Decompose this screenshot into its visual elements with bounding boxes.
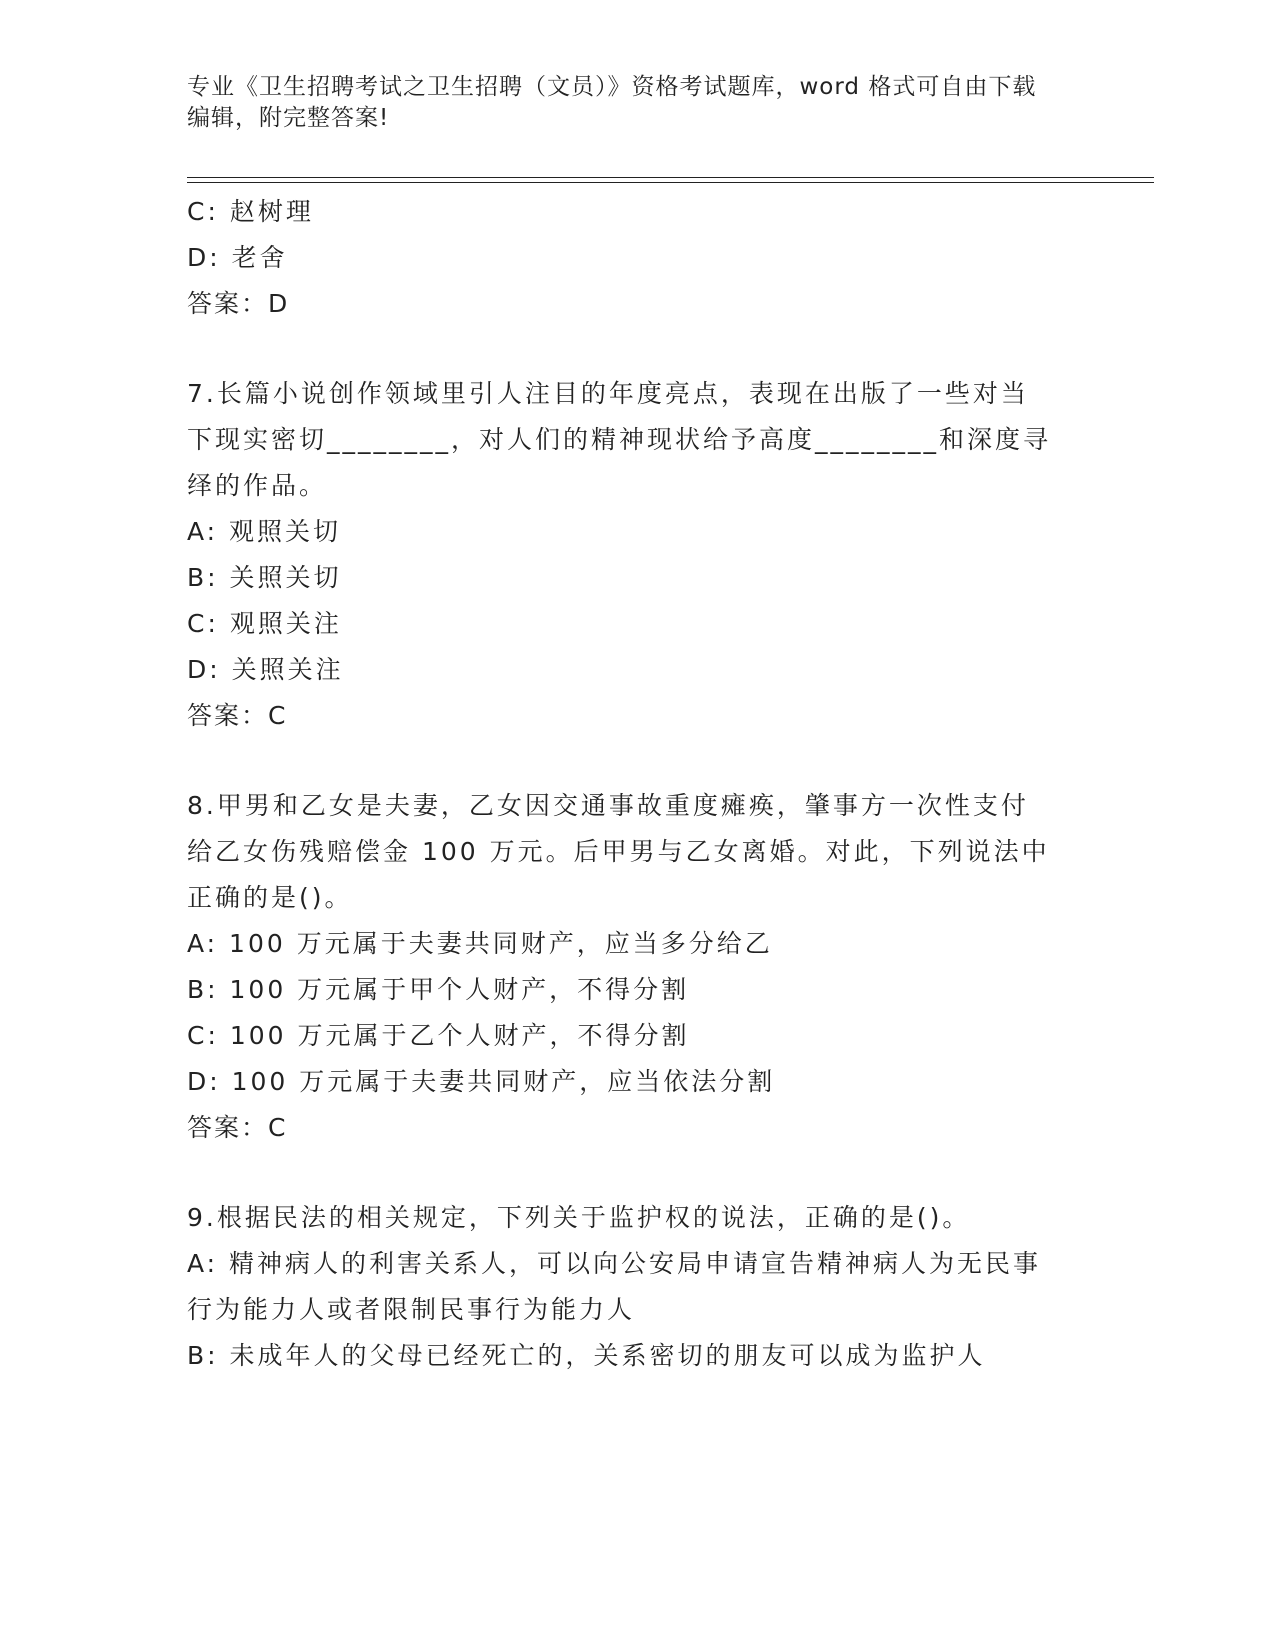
header-rule-bottom [187,182,1154,183]
question-stem-line: 7.长篇小说创作领域里引人注目的年度亮点，表现在出版了一些对当 [187,379,1029,408]
option-b: B: 关照关切 [187,563,342,592]
question-7 [187,371,1087,739]
question-stem-line: 8.甲男和乙女是夫妻，乙女因交通事故重度瘫痪，肇事方一次性支付 [187,791,1029,820]
question-stem-line: 绎的作品。 [187,471,328,500]
question-stem-line: 9.根据民法的相关规定，下列关于监护权的说法，正确的是()。 [187,1203,971,1232]
question-spacer [187,1151,1087,1195]
answer-line: 答案：D [187,289,290,318]
answer-line: 答案：C [187,1113,288,1142]
question-6-tail [187,189,1087,327]
option-c: C: 赵树理 [187,197,314,226]
question-stem-line: 正确的是()。 [187,883,353,912]
question-8 [187,783,1087,1151]
option-a: A: 100 万元属于夫妻共同财产，应当多分给乙 [187,929,773,958]
question-spacer [187,327,1087,371]
question-stem-line: 下现实密切________，对人们的精神现状给予高度________和深度寻 [187,425,1052,454]
question-9 [187,1195,1087,1379]
option-d: D: 老舍 [187,243,288,272]
header-line-1: 专业《卫生招聘考试之卫生招聘（文员）》资格考试题库，word 格式可自由下载 [187,74,1037,100]
option-a-continued: 行为能力人或者限制民事行为能力人 [187,1295,636,1324]
option-d: D: 100 万元属于夫妻共同财产，应当依法分割 [187,1067,776,1096]
option-c: C: 观照关注 [187,609,342,638]
option-b: B: 未成年人的父母已经死亡的，关系密切的朋友可以成为监护人 [187,1341,986,1370]
option-b: B: 100 万元属于甲个人财产，不得分割 [187,975,690,1004]
header-line-2: 编辑，附完整答案! [187,105,390,131]
option-a: A: 观照关切 [187,517,342,546]
answer-line: 答案：C [187,701,288,730]
document-body [187,189,1087,1379]
option-d: D: 关照关注 [187,655,344,684]
question-spacer [187,739,1087,783]
option-a: A: 精神病人的利害关系人，可以向公安局申请宣告精神病人为无民事 [187,1249,1042,1278]
option-c: C: 100 万元属于乙个人财产，不得分割 [187,1021,690,1050]
header-rule-top [187,177,1154,178]
document-header [187,72,1087,134]
question-stem-line: 给乙女伤残赔偿金 100 万元。后甲男与乙女离婚。对此，下列说法中 [187,837,1050,866]
